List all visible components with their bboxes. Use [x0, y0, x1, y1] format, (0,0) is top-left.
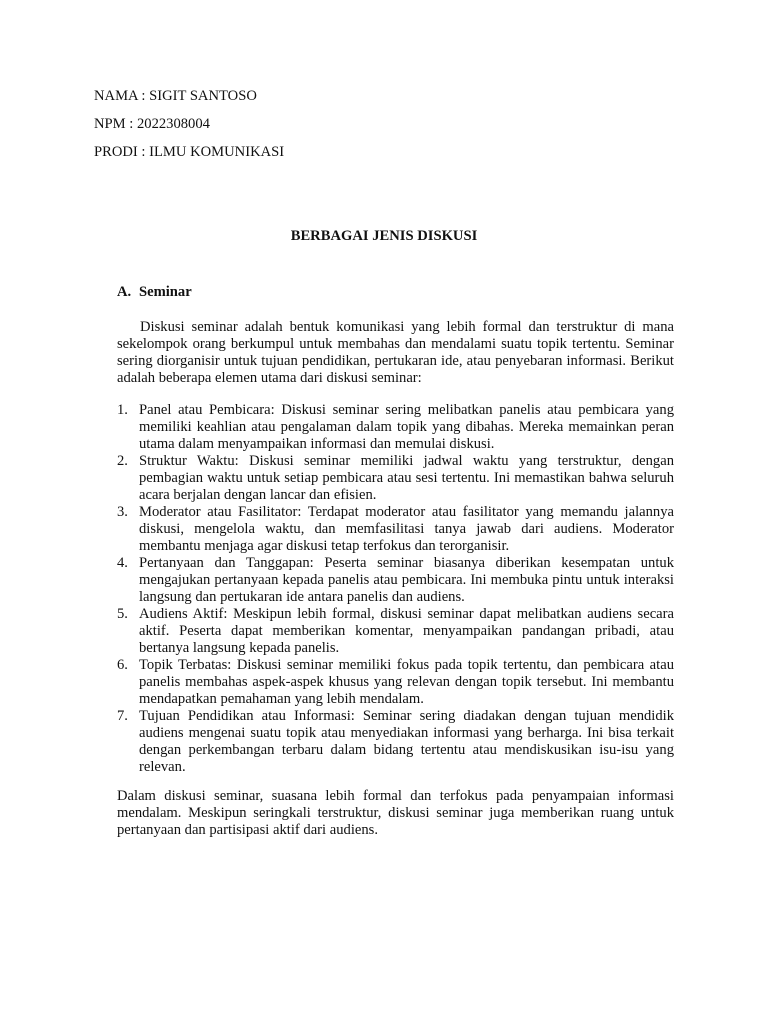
closing-paragraph: Dalam diskusi seminar, suasana lebih formal dan terfokus pada penyampaian informasi mendalam. Meskipun seringkali terstruktur, diskusi seminar juga memberikan ruang untuk pertanyaan dan partisipasi aktif dari audiens. — [117, 788, 674, 838]
list-item-text: Moderator atau Fasilitator: Terdapat moderator atau fasilitator yang memandu jalannya diskusi, mengelola waktu, dan memfasilitasi tanya jawab dari audiens. Moderator membantu menjaga agar diskusi tetap terfokus dan terorganisir. — [139, 504, 674, 554]
list-item-number: 5. — [117, 606, 128, 622]
study-program: PRODI : ILMU KOMUNIKASI — [94, 144, 285, 160]
intro-paragraph: Diskusi seminar adalah bentuk komunikasi yang lebih formal dan terstruktur di mana sekelompok orang berkumpul untuk membahas dan mendalami suatu topik tertentu. Seminar sering diorganisir untuk tujuan pendidikan, pertukaran ide, atau penyebaran informasi. Berikut adalah beberapa elemen utama dari diskusi seminar: — [117, 319, 674, 386]
list-item-number: 2. — [117, 453, 128, 469]
list-item — [117, 555, 674, 606]
section-heading — [117, 284, 192, 301]
document-title: BERBAGAI JENIS DISKUSI — [290, 228, 478, 244]
list-item — [117, 708, 674, 776]
list-item — [117, 657, 674, 708]
list-item-text: Audiens Aktif: Meskipun lebih formal, diskusi seminar dapat melibatkan audiens secara aktif. Peserta dapat memberikan komentar, menyampaikan pandangan pribadi, atau bertanya langsung kepada panelis. — [139, 606, 674, 656]
list-item-number: 1. — [117, 402, 128, 418]
list-item-number: 7. — [117, 708, 128, 724]
student-npm: NPM : 2022308004 — [94, 116, 210, 132]
section-heading-text: Seminar — [139, 284, 192, 300]
list-item-text: Tujuan Pendidikan atau Informasi: Seminar sering diadakan dengan tujuan mendidik audiens mengenai suatu topik atau menyediakan informasi yang berharga. Ini bisa terkait dengan perkembangan terbaru dalam bidang tertentu atau mendiskusikan isu-isu yang relevan. — [139, 708, 674, 775]
list-item-number: 6. — [117, 657, 128, 673]
list-item — [117, 504, 674, 555]
element-list — [117, 402, 674, 776]
list-item — [117, 402, 674, 453]
list-item-text: Topik Terbatas: Diskusi seminar memiliki fokus pada topik tertentu, dan pembicara atau panelis membahas aspek-aspek khusus yang relevan dengan topik tersebut. Ini membantu mendapatkan pemahaman yang lebih mendalam. — [139, 657, 674, 707]
student-name: NAMA : SIGIT SANTOSO — [94, 88, 257, 104]
list-item-number: 3. — [117, 504, 128, 520]
list-item-text: Struktur Waktu: Diskusi seminar memiliki jadwal waktu yang terstruktur, dengan pembagian waktu untuk setiap pembicara atau sesi tertentu. Ini memastikan bahwa seluruh acara berjalan dengan lancar dan efisien. — [139, 453, 674, 503]
list-item-text: Pertanyaan dan Tanggapan: Peserta seminar biasanya diberikan kesempatan untuk mengajukan pertanyaan kepada panelis atau pembicara. Ini membuka pintu untuk interaksi langsung dan pertukaran ide antara panelis dan audiens. — [139, 555, 674, 605]
section-letter: A. — [117, 284, 132, 300]
list-item-text: Panel atau Pembicara: Diskusi seminar sering melibatkan panelis atau pembicara yang memiliki keahlian atau pengalaman dalam topik yang dibahas. Mereka memainkan peran utama dalam menyampaikan informasi dan memulai diskusi. — [139, 402, 674, 452]
list-item — [117, 453, 674, 504]
list-item-number: 4. — [117, 555, 128, 571]
list-item — [117, 606, 674, 657]
